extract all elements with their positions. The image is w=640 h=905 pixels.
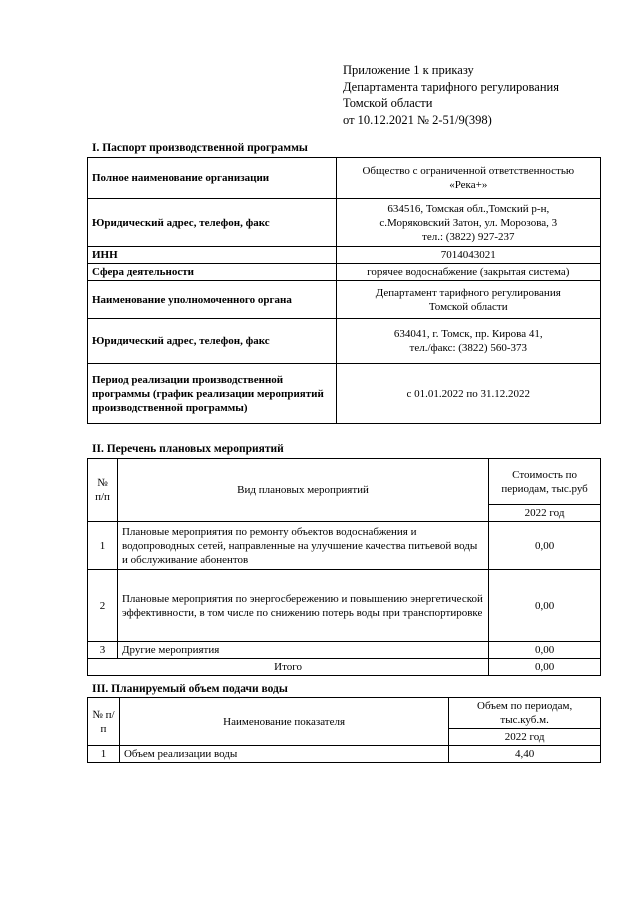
passport-value (336, 158, 600, 199)
passport-label: Наименование уполномоченного органа (88, 281, 337, 319)
passport-value: с 01.01.2022 по 31.12.2022 (336, 364, 600, 424)
total-value: 0,00 (489, 659, 601, 676)
passport-value (336, 281, 600, 319)
passport-table (87, 157, 601, 424)
section2-title: II. Перечень плановых мероприятий (92, 443, 284, 455)
row-value: 0,00 (489, 522, 601, 570)
row-value: 0,00 (489, 570, 601, 642)
section3-title: III. Планируемый объем подачи воды (92, 683, 288, 695)
passport-value-line: 634041, г. Томск, пр. Кирова 41, (393, 328, 543, 340)
passport-value: горячее водоснабжение (закрытая система) (336, 264, 600, 281)
passport-row (88, 199, 601, 247)
header-line-2: Департамента тарифного регулирования (343, 79, 559, 94)
header-line-1: Приложение 1 к приказу (343, 63, 474, 77)
passport-row (88, 281, 601, 319)
row-value: 0,00 (489, 642, 601, 659)
row-name: Другие мероприятия (117, 642, 488, 659)
passport-label: Юридический адрес, телефон, факс (88, 199, 337, 247)
header-line-4: от 10.12.2021 № 2-51/9(398) (343, 112, 492, 127)
water-volume-table (87, 697, 601, 763)
row-name: Плановые мероприятия по ремонту объектов водоснабжения и водопроводных сетей, направленные на улучшение качества питьевой воды и обслуживание абонентов (117, 522, 488, 570)
passport-value (336, 319, 600, 364)
row-num: 1 (88, 746, 120, 763)
row-num: 3 (88, 642, 118, 659)
passport-row (88, 158, 601, 199)
col-name-header: Наименование показателя (119, 698, 448, 746)
passport-label: Период реализации производственной программы (график реализации мероприятий производственной программы) (88, 364, 337, 424)
passport-label: Полное наименование организации (88, 158, 337, 199)
passport-row (88, 247, 601, 264)
col-year-header: 2022 год (449, 729, 601, 746)
row-name: Объем реализации воды (119, 746, 448, 763)
row-num: 1 (88, 522, 118, 570)
section1-title: I. Паспорт производственной программы (92, 142, 308, 154)
passport-row (88, 319, 601, 364)
passport-value-line: 634516, Томская обл.,Томский р-н, (387, 202, 550, 215)
passport-label: ИНН (88, 247, 337, 264)
col-year-header: 2022 год (489, 505, 601, 522)
passport-value: 7014043021 (336, 247, 600, 264)
col-num-header: № п/п (88, 459, 118, 522)
passport-label: Сфера деятельности (88, 264, 337, 281)
row-num: 2 (88, 570, 118, 642)
passport-value-line: Томской области (428, 300, 508, 313)
table-row (88, 642, 601, 659)
passport-value-line: Общество с ограниченной ответственностью (362, 165, 575, 177)
activities-header-row (88, 459, 601, 505)
header-line-3: Томской области (343, 96, 433, 110)
passport-value-line: Департамент тарифного регулирования (375, 286, 561, 299)
table-row (88, 570, 601, 642)
activities-table (87, 458, 601, 676)
total-row (88, 659, 601, 676)
volume-header-row (88, 698, 601, 729)
passport-row (88, 364, 601, 424)
passport-value-line: «Река+» (449, 179, 488, 191)
row-name: Плановые мероприятия по энергосбережению и повышению энергетической эффективности, в том числе по снижению потерь воды при транспортировке (117, 570, 488, 642)
passport-value-line: тел.: (3822) 927-237 (422, 230, 515, 243)
row-value: 4,40 (449, 746, 601, 763)
col-num-header: № п/п (88, 698, 120, 746)
table-row (88, 746, 601, 763)
passport-value-line: тел./факс: (3822) 560-373 (409, 342, 528, 354)
document-header (343, 62, 559, 128)
col-volume-header: Объем по периодам, тыс.куб.м. (449, 698, 601, 729)
passport-value-line: с.Моряковский Затон, ул. Морозова, 3 (379, 216, 558, 229)
col-cost-header: Стоимость по периодам, тыс.руб (489, 459, 601, 505)
passport-row (88, 264, 601, 281)
passport-value (336, 199, 600, 247)
passport-label: Юридический адрес, телефон, факс (88, 319, 337, 364)
total-label: Итого (88, 659, 489, 676)
table-row (88, 522, 601, 570)
col-name-header: Вид плановых мероприятий (117, 459, 488, 522)
